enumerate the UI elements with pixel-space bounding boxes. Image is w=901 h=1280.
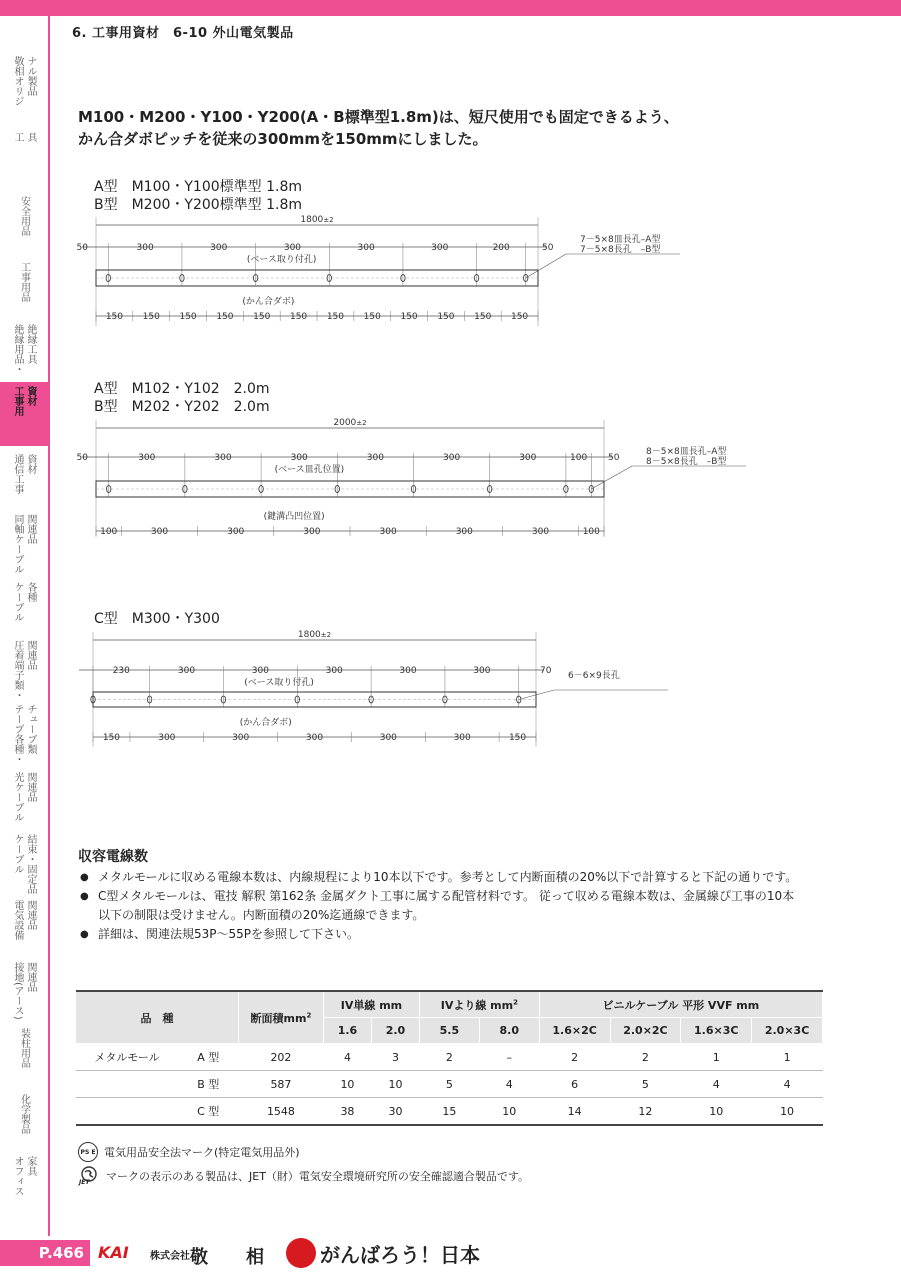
capacity-note-1: ● メタルモールに収める電線本数は、内線規程により10本以下です。参考として内断面積の20%以下で計算すると下記の通りです。 — [78, 868, 798, 887]
capacity-note-3: ● 詳細は、関連法規53P～55Pを参照して下さい。 — [78, 925, 798, 944]
col-header-iv: IV単線 mm — [323, 991, 419, 1018]
sidebar-item-label: 通信工事 — [12, 454, 23, 494]
cell-value: 2 — [419, 1044, 479, 1071]
capacity-note-2: ● C型メタルモールは、電技 解釈 第162条 金属ダクト工事に属する配管材料です。 従って収める電線本数は、金属線ぴ工事の10本以下の制限は受けません。内断面積の20%迄通線できます。 — [78, 887, 798, 925]
bottom-dim-value: 150 — [253, 312, 271, 322]
top-dim-value: 300 — [214, 453, 232, 463]
table-row — [76, 1071, 823, 1098]
sidebar-item-label: 工 — [12, 132, 23, 142]
bottom-dim-value: 150 — [437, 312, 455, 322]
sub-header: 5.5 — [419, 1018, 479, 1044]
end-dim-left: 50 — [76, 243, 88, 253]
sidebar-item-label: ケーブル — [12, 834, 23, 874]
bottom-dim-value: 150 — [105, 312, 124, 322]
cell-value: 4 — [479, 1071, 539, 1098]
sidebar-item-label: 安全用品 — [18, 196, 30, 236]
pse-mark-icon: PS E — [78, 1142, 98, 1162]
sidebar-item-label: ナル製品 — [25, 56, 36, 96]
diagram-1-title-b: B型 M200・Y200標準型 1.8m — [94, 197, 303, 213]
bottom-dim-value: 150 — [326, 312, 345, 322]
top-dim-value: 300 — [399, 666, 417, 676]
sub-header: 1.6 — [323, 1018, 371, 1044]
product-type: A 型 — [178, 1044, 238, 1071]
bottom-dim-value: 100 — [100, 527, 118, 537]
product-type: B 型 — [178, 1071, 238, 1098]
bottom-dim-value: 300 — [158, 733, 176, 743]
sub-header: 2.0×3C — [752, 1018, 823, 1044]
bottom-dim-value: 150 — [102, 733, 121, 743]
sidebar-item-label: 装柱用品 — [18, 1028, 30, 1068]
sidebar-item-label: 関連品 — [25, 900, 36, 930]
col-header-area: 断面積$mm^2$ — [238, 991, 323, 1044]
top-dim-value: 300 — [290, 453, 308, 463]
bottom-dim-value: 300 — [455, 527, 473, 537]
top-dim-value: 300 — [366, 453, 384, 463]
top-dim-value: 300 — [473, 666, 491, 676]
product-type: C 型 — [178, 1098, 238, 1126]
bottom-dim-value: 300 — [227, 527, 245, 537]
sub-header: 2.0×2C — [610, 1018, 681, 1044]
cell-value: 30 — [371, 1098, 419, 1126]
sidebar-item-label: テープ各種・ — [12, 704, 23, 764]
slogan — [286, 1238, 480, 1268]
end-dim-right: 50 — [608, 453, 620, 463]
col-header-vvf: ビニルケーブル 平形 VVF mm — [539, 991, 822, 1018]
end-dim-right: 50 — [542, 243, 554, 253]
bottom-dim-value: 300 — [453, 733, 471, 743]
cell-value: 4 — [752, 1071, 823, 1098]
sidebar-item-15[interactable] — [2, 1024, 46, 1084]
cell-value: 3 — [371, 1044, 419, 1071]
diagram-1-title-a: A型 M100・Y100標準型 1.8m — [94, 179, 303, 195]
cell-value: 10 — [479, 1098, 539, 1126]
top-dim-value: 100 — [570, 453, 588, 463]
cell-value: 4 — [323, 1044, 371, 1071]
bottom-dim-value: 150 — [474, 312, 492, 322]
cell-value: 2 — [539, 1044, 610, 1071]
bottom-dim-value: 150 — [216, 312, 234, 322]
sidebar-item-label: 関連品 — [25, 640, 36, 670]
company-name-sou: 相 — [246, 1247, 264, 1268]
capacity-title: 収容電線数 — [78, 849, 148, 865]
sun-icon — [286, 1238, 316, 1268]
overall-dim-label: 1800±2 — [300, 215, 334, 225]
sidebar-item-label: 資材 — [25, 454, 36, 474]
top-dim-value: 300 — [251, 666, 269, 676]
company-type: 株式会社 — [150, 1251, 190, 1262]
sidebar-item-label: 絶縁工具 — [25, 324, 36, 364]
company-name-kei: 敬 — [190, 1247, 208, 1268]
cell-value: 14 — [539, 1098, 610, 1126]
end-dim-right: 70 — [540, 666, 552, 676]
sidebar-item-label: 敬相オリジ — [12, 56, 23, 106]
top-dim-value: 300 — [325, 666, 343, 676]
callout-text-1: 6－6×9長孔 — [568, 671, 620, 681]
sidebar-item-label: 関連品 — [25, 772, 36, 802]
cell-value: 5 — [419, 1071, 479, 1098]
top-dim-value: 230 — [112, 666, 130, 676]
cell-value: 38 — [323, 1098, 371, 1126]
top-dim-value: 300 — [357, 243, 375, 253]
end-dim-left: 50 — [76, 453, 88, 463]
sidebar-item-label: ケーブル — [12, 582, 23, 622]
cross-section: 1548 — [238, 1098, 323, 1126]
bottom-note: (鍵溝凸凹位置) — [263, 512, 325, 522]
top-dim-value: 300 — [177, 666, 196, 676]
callout-leader — [591, 466, 632, 489]
diagram-2-title-b: B型 M202・Y202 2.0m — [94, 399, 270, 415]
bottom-dim-value: 150 — [508, 733, 527, 743]
top-dim-value: 300 — [443, 453, 461, 463]
callout-text-2: 7－5×8長孔 –B型 — [580, 245, 661, 255]
cell-value: 5 — [610, 1071, 681, 1098]
bottom-dim-value: 100 — [582, 527, 600, 537]
kai-logo: KAI — [98, 1243, 129, 1262]
diagram-2-title-a: A型 M102・Y102 2.0m — [94, 381, 270, 397]
sidebar-item-label: チューブ類 — [25, 704, 36, 754]
cell-value: 15 — [419, 1098, 479, 1126]
cell-value: – — [479, 1044, 539, 1071]
sidebar-item-label: 具 — [25, 132, 36, 142]
sidebar-item-label: 電気設備 — [12, 900, 23, 940]
sub-header: 1.6×2C — [539, 1018, 610, 1044]
overall-dim-label: 1800±2 — [297, 630, 332, 640]
sidebar-item-label: 圧着端子類・ — [12, 640, 23, 700]
sidebar-item-label: 工事用 — [12, 386, 23, 416]
pse-mark-text: 電気用品安全法マーク(特定電気用品外) — [104, 1146, 300, 1159]
mid-note: (ベース取り付孔) — [246, 255, 317, 265]
cell-value: 4 — [681, 1071, 752, 1098]
cell-value: 10 — [323, 1071, 371, 1098]
slogan-text: がんばろう！日本 — [320, 1242, 480, 1267]
overall-dim-label: 2000±2 — [333, 418, 367, 428]
sidebar-item-label: 工事用品 — [18, 262, 30, 302]
bottom-note: (かん合ダボ) — [239, 718, 292, 728]
bottom-dim-value: 300 — [379, 527, 397, 537]
jet-mark-icon: JET — [78, 1166, 100, 1186]
jet-mark-text: マークの表示のある製品は、JET（財）電気安全環境研究所の安全確認適合製品です。 — [106, 1170, 530, 1183]
sidebar-item-13[interactable] — [2, 896, 46, 954]
callout-text-1: 8－5×8皿長孔–A型 — [646, 447, 727, 457]
top-dim-value: 300 — [210, 243, 228, 253]
sub-header: 2.0 — [371, 1018, 419, 1044]
cell-value: 12 — [610, 1098, 681, 1126]
callout-text-1: 7－5×8皿長孔–A型 — [580, 235, 661, 245]
bottom-dim-value: 150 — [179, 312, 197, 322]
sidebar-item-label: 関連品 — [25, 514, 36, 544]
sidebar-item-label: 関連品 — [25, 962, 36, 992]
table-row — [76, 1044, 823, 1071]
bottom-dim-value: 300 — [303, 527, 321, 537]
product-name: メタルモール — [76, 1044, 178, 1071]
top-dim-value: 200 — [492, 243, 510, 253]
bottom-dim-value: 150 — [142, 312, 160, 322]
product-name — [76, 1071, 178, 1098]
sidebar-item-label: 光ケーブル — [12, 772, 23, 822]
cell-value: 6 — [539, 1071, 610, 1098]
cross-section: 587 — [238, 1071, 323, 1098]
top-dim-value: 300 — [138, 453, 156, 463]
bottom-dim-value: 150 — [510, 312, 529, 322]
cell-value: 10 — [752, 1098, 823, 1126]
sidebar-item-label: 結束・固定品 — [25, 834, 36, 894]
mid-note: (ベース取り付孔) — [244, 678, 314, 688]
top-dim-value: 300 — [283, 243, 302, 253]
bottom-note: (かん合ダボ) — [242, 297, 295, 307]
product-name — [76, 1098, 178, 1126]
bottom-dim-value: 300 — [379, 733, 397, 743]
col-header-item: 品 種 — [76, 991, 238, 1044]
top-dim-value: 300 — [519, 453, 537, 463]
sidebar-item-14[interactable] — [2, 958, 46, 1022]
mid-note: (ベース皿孔位置) — [274, 465, 345, 475]
col-header-ivy: IVより線 $mm^2$ — [419, 991, 539, 1018]
cell-value: 1 — [752, 1044, 823, 1071]
sidebar-item-17[interactable] — [2, 1152, 46, 1216]
bottom-dim-value: 300 — [150, 527, 169, 537]
sidebar-item-label: オフィス — [12, 1156, 23, 1196]
sidebar-item-label: 絶縁用品・ — [12, 324, 23, 374]
bottom-dim-value: 150 — [289, 312, 308, 322]
sidebar-item-16[interactable] — [2, 1090, 46, 1142]
bottom-dim-value: 150 — [400, 312, 418, 322]
diagram-3-title-a: C型 M300・Y300 — [94, 611, 220, 627]
table-row — [76, 1098, 823, 1126]
sidebar-item-label: 家具 — [25, 1156, 36, 1176]
cell-value: 10 — [681, 1098, 752, 1126]
jet-mark-row — [78, 1166, 529, 1186]
sidebar-item-label: 同軸ケーブル — [12, 514, 23, 574]
page-header-title: 6. 工事用資材 6-10 外山電気製品 — [72, 26, 294, 41]
bottom-dim-value: 150 — [363, 312, 381, 322]
sidebar-item-label: 接地(アース) — [12, 962, 23, 1020]
cross-section: 202 — [238, 1044, 323, 1071]
sub-header: 8.0 — [479, 1018, 539, 1044]
pse-mark-row — [78, 1142, 300, 1162]
page-number: P.466 — [0, 1240, 90, 1266]
sidebar-item-label: 各種 — [25, 582, 36, 602]
bottom-dim-value: 300 — [305, 733, 324, 743]
cell-value: 2 — [610, 1044, 681, 1071]
sidebar-item-label: 化学製品 — [18, 1094, 30, 1134]
cell-value: 10 — [371, 1071, 419, 1098]
top-dim-value: 300 — [136, 243, 154, 253]
top-dim-value: 300 — [431, 243, 449, 253]
intro-line-2: かん合ダボピッチを従来の300mmを150mmにしました。 — [78, 130, 488, 148]
capacity-notes — [78, 868, 798, 944]
bottom-dim-value: 300 — [531, 527, 550, 537]
cell-value: 1 — [681, 1044, 752, 1071]
sidebar-item-label: 資材 — [25, 386, 36, 406]
sub-header: 1.6×3C — [681, 1018, 752, 1044]
callout-leader — [526, 254, 566, 278]
callout-text-2: 8－5×8長孔 –B型 — [646, 457, 727, 467]
intro-line-1: M100・M200・Y100・Y200(A・B標準型1.8m)は、短尺使用でも固定できるよう、 — [78, 108, 679, 126]
bottom-dim-value: 300 — [232, 733, 250, 743]
wire-capacity-table — [76, 990, 823, 1126]
